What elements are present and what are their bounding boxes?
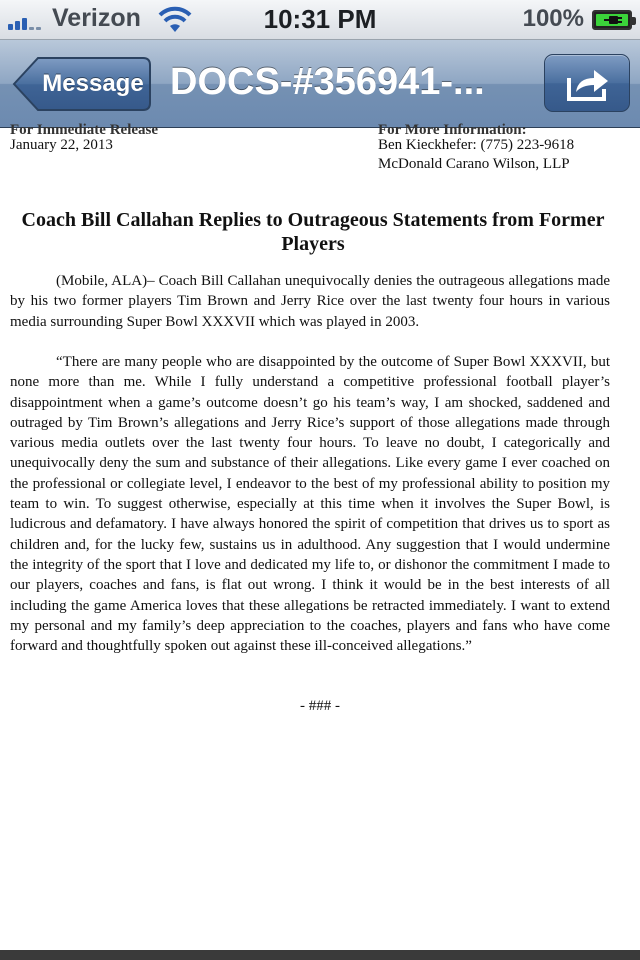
battery-icon — [592, 10, 632, 30]
back-button-label: Message — [42, 70, 144, 97]
battery-percentage: 100% — [522, 5, 584, 32]
document-title: DOCS-#356941-... — [170, 61, 485, 103]
quote-paragraph: “There are many people who are disappointed by the outcome of Super Bowl XXXVII, but none more than me. While I fully understand a competitive professional football player’s disappointment when a game’s outcome doesn’t go his team’s way, I am shocked, saddened and outraged by Tim Brown’s allegations and Jerry Rice’s support of those allegations made through various media outlets over the last twenty four hours. To leave no doubt, I categorically and unequivocally deny the sum and substance of their allegations. Like every game I ever coached on the professional or collegiate level, I endeavor to the best of my professional ability to position my team to win. To suggest otherwise, especially at this time when it involves the Super Bowl, is ludicrous and defamatory. I have always honored the spirit of competition that drives us to sport as children and, for the lucky few, sustains us in adulthood. Any suggestion that I would undermine the integrity of the sport that I love and dedicated my life to, or dishonor the commitment I made to our players, coaches and fans, is flat out wrong. I think it would be in the best interests of all including the game America loves that these allegations be retracted immediately. I want to extend my personal and my family’s deep appreciation to the coaches, players and fans who have come forward and thoughtfully spoken out against these ill-conceived allegations.” — [10, 354, 610, 655]
intro-paragraph: (Mobile, ALA)– Coach Bill Callahan unequivocally denies the outrageous allegations made by his two former players Tim Brown and Jerry Rice over the last twenty four hours in various media surrounding Super Bowl XXXVII which was played in 2003. — [10, 273, 610, 330]
navigation-bar — [0, 40, 640, 128]
contact-name-phone: Ben Kieckhefer: (775) 223-9618 — [378, 137, 575, 153]
bottom-toolbar-edge — [0, 950, 640, 960]
charging-plug-icon — [604, 12, 622, 28]
battery-tip — [632, 17, 636, 25]
end-mark: - ### - — [300, 698, 340, 714]
contact-firm: McDonald Carano Wilson, LLP — [378, 156, 570, 172]
share-arrow-icon — [566, 66, 610, 102]
press-release-headline: Coach Bill Callahan Replies to Outrageous Statements from Former Players — [21, 209, 605, 255]
back-button[interactable] — [12, 56, 152, 112]
share-button[interactable] — [544, 54, 630, 112]
carrier-name: Verizon — [52, 4, 141, 32]
release-date: January 22, 2013 — [10, 137, 113, 153]
document-page — [0, 122, 640, 950]
clock-time: 10:31 PM — [263, 4, 377, 34]
status-bar — [0, 0, 640, 40]
information-label: For More Information: — [378, 122, 527, 138]
release-label: For Immediate Release — [10, 122, 159, 138]
